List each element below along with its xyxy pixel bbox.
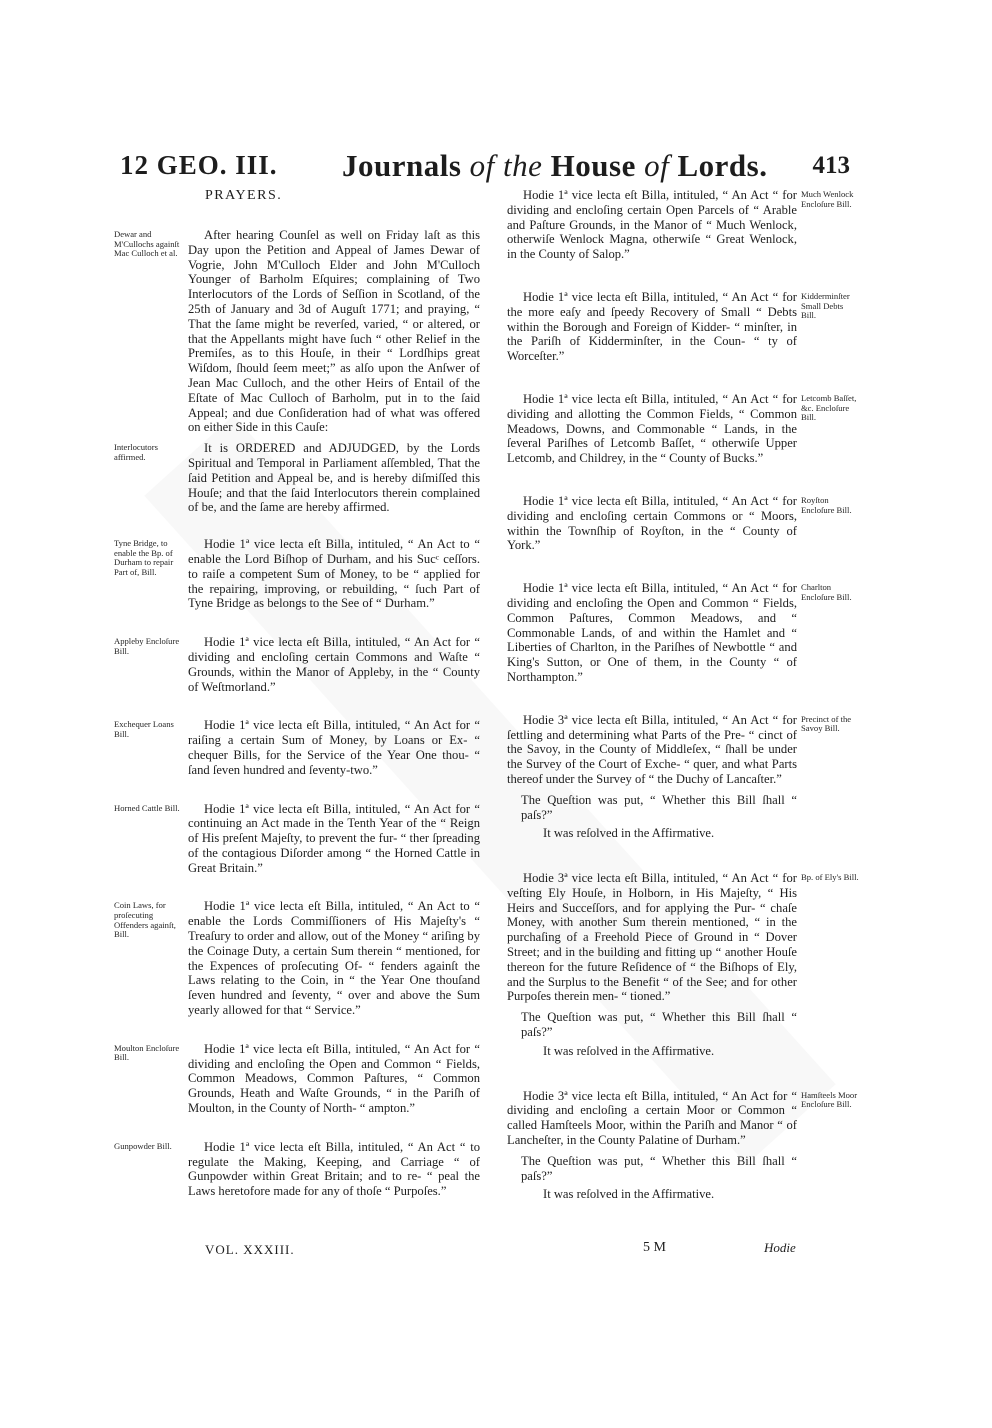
margin-note: Bp. of Ely's Bill. — [801, 872, 859, 883]
entry-text: Hodie 1ª vice lecta eſt Billa, intituled, “ An Act for “ dividing and encloſing the Open and Common “ Fields, Common Meadows, Common Paſtures, “ Common Grounds, Heath and Waſte Grounds, “ in the Pariſh of Moulton, in the County of North- “ ampton.” — [188, 1041, 480, 1116]
title-word: the — [503, 148, 543, 183]
margin-note: Charlton Encloſure Bill. — [801, 582, 852, 602]
title-word: Journals — [342, 148, 462, 183]
entry-text: Hodie 1ª vice lecta eſt Billa, intituled, “ An Act “ for dividing and encloſing the Open and Common “ Fields, Common Paſtures, Common Meadows, and “ Commonable Lands, of and within the Hamlet and “ Liberties of Charlton, in the Pariſhes of Newbottle “ and King's Sutton, or One of them, in the County “ of Northampton.” — [507, 581, 797, 684]
entry-exchequer-loans — [114, 718, 480, 777]
entry-text: Hodie 1ª vice lecta eſt Billa, intituled, “ An Act “ to regulate the Making, Keeping, and Carriage “ of Gunpowder within Great Britain; and to re- “ peal the Laws heretofore made for any of thoſe “ Purpoſes.” — [188, 1139, 480, 1199]
session-label: 12 GEO. III. — [120, 150, 278, 180]
entry-text: Hodie 3ª vice lecta eſt Billa, intituled, “ An Act “ for ſettling and determining what Parts of the Pre- “ cinct of the Savoy, in the County of Middleſex, “ ſhall be under the Survey of the Court of Exche- “ quer, and what Parts thereof under the Survey of “ the Duchy of Lancaſter.” — [507, 712, 797, 786]
entry-dewar-appeal — [114, 228, 480, 435]
entry-text: Hodie 1ª vice lecta eſt Billa, intituled, “ An Act for “ dividing and encloſing certain Commons and Waſte “ Grounds, within the Manor of Appleby, in the “ County of Weſtmorland.” — [188, 635, 480, 694]
entry-appleby — [114, 635, 480, 694]
right-column — [507, 188, 859, 1202]
margin-note: Appleby Encloſure Bill. — [114, 636, 180, 656]
margin-note: Much Wenlock Encloſure Bill. — [801, 189, 854, 209]
entry-moulton — [114, 1041, 480, 1116]
margin-note: Precinct of the Savoy Bill. — [801, 713, 852, 734]
entry-savoy — [507, 712, 852, 841]
margin-note: Moulton Encloſure Bill. — [114, 1042, 180, 1063]
title-word: of — [469, 148, 495, 183]
entry-horned-cattle — [114, 801, 480, 876]
margin-note: Dewar and M'Cullochs againſt Mac Culloch et al. — [114, 229, 180, 259]
entry-much-wenlock — [507, 188, 854, 262]
question-text: The Queſtion was put, “ Whether this Bill ſhall “ paſs?” — [521, 792, 797, 822]
entry-text: Hodie 1ª vice lecta eſt Billa, intituled, “ An Act “ for dividing and allotting the Common Fields, “ Common Meadows, Downs, and Commonable “ Lands, in the ſeveral Pariſhes of Letcomb Baſſet, “ otherwiſe Upper Letcomb, and Childrey, in the “ County of Bucks.” — [507, 391, 797, 466]
page-header — [120, 150, 850, 190]
entry-tyne-bridge — [114, 537, 480, 611]
resolved-text: It was reſolved in the Affirmative. — [543, 826, 715, 841]
entry-text: Hodie 1ª vice lecta eſt Billa, intituled, “ An Act to “ enable the Lords Commiſſioners of His Majeſty's “ Treaſury to order and allow, out of the Money “ ariſing by the Coinage Duty, a certain Sum therein “ mentioned, for the Expences of proſecuting Of- “ fenders againſt the Laws relating to the Coin, in “ the Year One thouſand ſeven hundred and ſeventy, “ over and above the Sum yearly allowed for that “ Service.” — [188, 899, 480, 1018]
resolved-text: It was reſolved in the Affirmative. — [543, 1043, 715, 1058]
entry-text: Hodie 1ª vice lecta eſt Billa, intituled, “ An Act for “ continuing an Act made in the Tenth Year of the “ Reign of His preſent Majeſty, to prevent the fur- “ ther ſpreading of the contagious Diſorder among “ the Horned Cattle in Great Britain.” — [188, 801, 480, 875]
margin-note: Royſton Encloſure Bill. — [801, 494, 852, 515]
margin-note: Coin Laws, for proſecuting Offenders againſt, Bill. — [114, 900, 176, 940]
entry-interlocutors — [114, 441, 480, 515]
margin-note: Gunpowder Bill. — [114, 1140, 172, 1151]
signature-mark: 5 M — [643, 1240, 666, 1255]
margin-note: Kidderminſter Small Debts Bill. — [801, 290, 850, 321]
margin-note: Exchequer Loans Bill. — [114, 719, 174, 739]
entry-text: Hodie 1ª vice lecta eſt Billa, intituled, “ An Act “ for dividing and encloſing certain Commons or “ Moors, within the Townſhip of Royſton, in the “ County of York.” — [507, 493, 797, 553]
left-column — [114, 228, 480, 1199]
entry-hamsteels — [507, 1088, 858, 1203]
entry-charlton — [507, 581, 852, 685]
entry-letcomb — [507, 391, 857, 466]
page-number: 413 — [812, 152, 850, 179]
entry-text: Hodie 3ª vice lecta eſt Billa, intituled, “ An Act “ for veſting Ely Houſe, in Holborn, in His Majeſty, “ His Heirs and Succeſſors, and for applying the Pur- “ chaſe Money, with another Sum therein mentioned, “ in the purchaſing of a Freehold Piece of Ground in “ Dover Street; and in the building and fitting up “ another Houſe thereon for the future Reſidence of “ the Biſhops of Ely, and the Surplus to the Benefit “ of the See; and for other Purpoſes therein men- “ tioned.” — [507, 871, 797, 1004]
question-text: The Queſtion was put, “ Whether this Bill ſhall “ paſs?” — [521, 1010, 797, 1040]
entry-text: After hearing Counſel as well on Friday laſt as this Day upon the Petition and Appeal of James Dewar of Vogrie, John M'Culloch Elder and John M'Culloch Younger of Barholm Eſquires; complaining of Two Interlocutors of the Lords of Seſſion in Scotland, of the 25th of January and 3d of Auguſt 1771; and praying, “ That the ſame might be reverſed, varied, “ or altered, or that the Appellants might have ſuch “ other Relief in the Premiſes, as to this Houſe, in their “ Lordſhips great Wiſdom, ſhould ſeem meet;” as alſo upon the Anſwer of Jean Mac Culloch, and the other Heirs of Entail of the Eſtate of Mac Culloch of Barholm, put in to the ſaid Appeal; and due Conſideration had of what was offered on either Side in this Cauſe: — [188, 228, 480, 435]
margin-note: Horned Cattle Bill. — [114, 802, 180, 813]
margin-note: Letcomb Baſſet, &c. Encloſure Bill. — [801, 392, 857, 423]
volume-label: VOL. XXXIII. — [205, 1242, 295, 1257]
margin-note: Interlocutors affirmed. — [114, 442, 158, 462]
entry-text: Hodie 1ª vice lecta eſt Billa, intituled, “ An Act “ for dividing and encloſing certain Open Parcels of “ Arable and Paſture Grounds, in the Manor of “ Much Wenlock, otherwiſe Wenlock Magna, otherwiſe “ Great Wenlock, in the County of Salop.” — [507, 188, 797, 262]
entry-gunpowder — [114, 1139, 480, 1199]
section-heading: PRAYERS. — [205, 188, 283, 203]
title-word: House — [550, 148, 636, 183]
entry-text: Hodie 3ª vice lecta eſt Billa, intituled, “ An Act for “ dividing and encloſing a certain Moor or Common “ called Hamſteels Moor, within the Pariſh and Manor “ of Lancheſter, in the County Palatine of Durham.” — [507, 1088, 797, 1148]
entry-text: Hodie 1ª vice lecta eſt Billa, intituled, “ An Act for “ raiſing a certain Sum of Money, by Loans or Ex- “ chequer Bills, for the Service of the Year One thou- “ ſand ſeven hundred and ſeventy-two.” — [188, 718, 480, 777]
margin-note: Hamſteels Moor Encloſure Bill. — [801, 1089, 858, 1110]
question-text: The Queſtion was put, “ Whether this Bill ſhall “ paſs?” — [521, 1153, 797, 1183]
entry-text: Hodie 1ª vice lecta eſt Billa, intituled, “ An Act “ for the more eaſy and ſpeedy Recovery of Small “ Debts within the Borough and Foreign of Kidder- “ minſter, in the Pariſh of Kidderminſter, in the Coun- “ ty of Worceſter.” — [507, 289, 797, 364]
entry-coin-laws — [114, 899, 480, 1018]
title-word: Lords. — [677, 148, 768, 183]
margin-note: Tyne Bridge, to enable the Bp. of Durham to repair Part of, Bill. — [114, 538, 174, 577]
title-word: of — [644, 148, 670, 183]
catchword: Hodie — [764, 1240, 796, 1255]
entry-kidderminster — [507, 289, 850, 364]
entry-text: Hodie 1ª vice lecta eſt Billa, intituled, “ An Act to “ enable the Lord Biſhop of Durham, and his Sucᶜ ceſſors. to raiſe a competent Sum of Money, to be “ applied for the repairing, improving, or rebuilding, “ ſuch Part of Tyne Bridge as belongs to the See of “ Durham.” — [188, 537, 480, 611]
resolved-text: It was reſolved in the Affirmative. — [543, 1187, 715, 1202]
entry-royston — [507, 493, 852, 553]
entry-bishop-of-ely — [507, 871, 859, 1059]
entry-text: It is ORDERED and ADJUDGED, by the Lords Spiritual and Temporal in Parliament aſſembled, That the ſaid Petition and Appeal be, and is hereby diſmiſſed this Houſe; and that the ſaid Interlocutors therein complained of be, and the ſame are hereby affirmed. — [188, 441, 480, 515]
journal-title — [342, 148, 767, 184]
